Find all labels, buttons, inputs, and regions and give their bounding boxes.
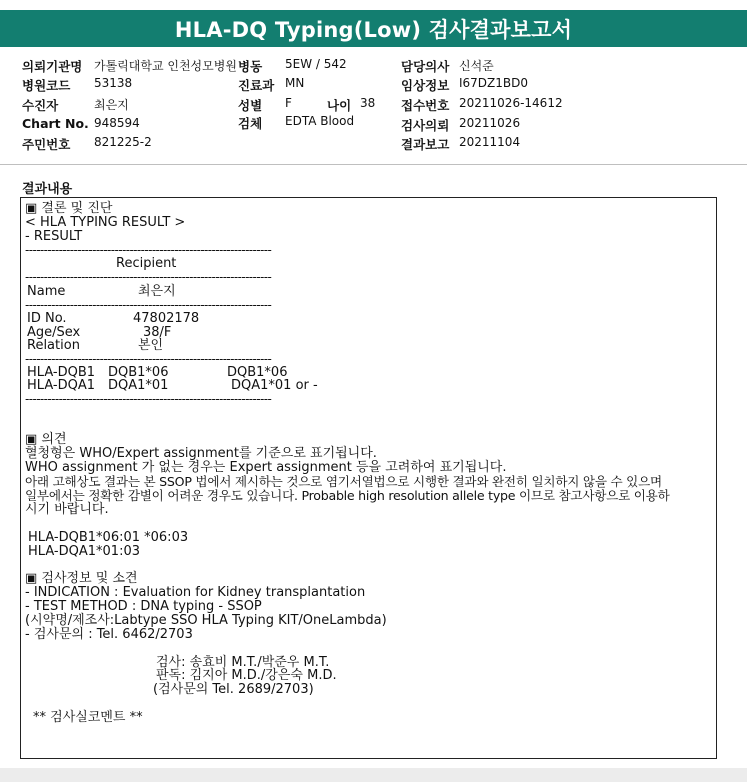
institution-label: 의뢰기관명: [22, 59, 83, 74]
divider-2: ------------------------------------------------------------------: [25, 270, 272, 284]
patient-row: [22, 96, 129, 114]
inquiry: - 검사문의 : Tel. 6462/2703: [25, 627, 193, 642]
indication: - INDICATION : Evaluation for Kidney transplantation: [25, 585, 366, 600]
hospital-code-value: 53138: [94, 76, 133, 90]
patient-label: 수진자: [22, 98, 59, 113]
dqb1-allele-2: DQB1*06: [227, 365, 288, 380]
receipt-row: [401, 96, 563, 114]
opinion-line-2: WHO assignment 가 없는 경우는 Expert assignment 등을 고려하여 표기됩니다.: [25, 460, 507, 475]
chart-label: Chart No.: [22, 116, 89, 131]
info-heading: ▣ 검사정보 및 소견: [25, 571, 138, 586]
dqb1-allele-1: DQB1*06: [108, 365, 169, 380]
patient-value: 최은지: [94, 98, 129, 112]
hospital-code-row: [22, 76, 133, 94]
ward-label: 병동: [238, 59, 263, 74]
dept-value: MN: [285, 76, 305, 90]
dqb1-label: HLA-DQB1: [27, 365, 96, 380]
doctor-row: [401, 57, 494, 75]
opinion-line-1: 혈청형은 WHO/Expert assignment를 기준으로 표기됩니다.: [25, 446, 377, 461]
divider-4: ------------------------------------------------------------------: [25, 352, 272, 366]
divider-5: ------------------------------------------------------------------: [25, 392, 272, 406]
agesex-value: 38/F: [143, 325, 172, 340]
test-method: - TEST METHOD : DNA typing - SSOP: [25, 599, 262, 614]
specimen-label: 검체: [238, 116, 263, 131]
sex-label: 성별: [238, 98, 263, 113]
chart-row: [22, 116, 140, 131]
dqa1-allele-1: DQA1*01: [108, 378, 169, 393]
examiner: 검사: 송효비 M.T./박준우 M.T.: [156, 655, 330, 670]
clinical-value: I67DZ1BD0: [459, 76, 529, 90]
opinion-line-5: 시기 바랍니다.: [25, 502, 109, 517]
lab-comment: ** 검사실코멘트 **: [33, 710, 143, 725]
result-box: [20, 197, 717, 759]
divider-3: ------------------------------------------------------------------: [25, 298, 272, 312]
inquiry-2: (검사문의 Tel. 2689/2703): [153, 682, 314, 697]
chart-value: 948594: [94, 116, 140, 130]
institution-value: 가톨릭대학교 인천성모병원: [94, 59, 237, 73]
sex-row: [238, 96, 292, 114]
clinical-row: [401, 76, 529, 94]
divider-1: ------------------------------------------------------------------: [25, 243, 272, 257]
dept-row: [238, 76, 305, 94]
request-value: 20211026: [459, 116, 521, 130]
reader: 판독: 김지아 M.D./강은숙 M.D.: [156, 668, 337, 683]
specimen-value: EDTA Blood: [285, 114, 355, 128]
opinion-line-4: 일부에서는 정확한 감별이 어려운 경우도 있습니다. Probable high resolution allele type 이므로 참고사항으로 이용하: [25, 488, 670, 503]
recipient-label: Recipient: [116, 256, 177, 271]
report-title: HLA-DQ Typing(Low) 검사결과보고서: [0, 10, 747, 47]
institution-row: [22, 57, 237, 75]
hospital-code-label: 병원코드: [22, 78, 71, 93]
hr-dqb1: HLA-DQB1*06:01 *06:03: [28, 530, 189, 545]
sex-value: F: [285, 96, 292, 110]
age-label: 나이: [327, 98, 352, 113]
specimen-row: [238, 114, 355, 132]
resident-row: [22, 135, 152, 153]
resident-label: 주민번호: [22, 137, 71, 152]
relation-label: Relation: [27, 338, 80, 353]
bottom-strip: [0, 768, 747, 782]
age-row: [327, 96, 376, 114]
report-header: [0, 52, 747, 165]
conclusion-heading: ▣ 결론 및 진단: [25, 201, 113, 216]
report-date-row: [401, 135, 521, 153]
relation-value: 본인: [138, 338, 164, 353]
request-label: 검사의뢰: [401, 118, 450, 133]
report-date-label: 결과보고: [401, 137, 450, 152]
id-value: 47802178: [133, 311, 200, 326]
ward-value: 5EW / 542: [285, 57, 347, 71]
dqa1-allele-2: DQA1*01 or -: [231, 378, 318, 393]
opinion-line-3: 아래 고해상도 결과는 본 SSOP 법에서 제시하는 것으로 염기서열법으로 시행한 결과와 완전히 일치하지 않을 수 있으며: [25, 474, 662, 489]
result-label: - RESULT: [25, 229, 83, 244]
name-value: 최은지: [138, 284, 176, 299]
reagent: (시약명/제조사:Labtype SSO HLA Typing KIT/OneLambda): [25, 613, 387, 628]
receipt-label: 접수번호: [401, 98, 450, 113]
dept-label: 진료과: [238, 78, 275, 93]
opinion-heading: ▣ 의견: [25, 432, 67, 447]
doctor-label: 담당의사: [401, 59, 450, 74]
request-row: [401, 116, 521, 134]
report-date-value: 20211104: [459, 135, 521, 149]
dqa1-label: HLA-DQA1: [27, 378, 96, 393]
agesex-label: Age/Sex: [27, 325, 81, 340]
resident-value: 821225-2: [94, 135, 152, 149]
id-label: ID No.: [27, 311, 67, 326]
clinical-label: 임상정보: [401, 78, 450, 93]
name-label: Name: [27, 284, 66, 299]
section-title: 결과내용: [22, 182, 73, 197]
receipt-value: 20211026-14612: [459, 96, 563, 110]
ward-row: [238, 57, 347, 75]
typing-heading: < HLA TYPING RESULT >: [25, 215, 186, 230]
doctor-value: 신석준: [459, 59, 494, 73]
age-value: 38: [360, 96, 376, 110]
hr-dqa1: HLA-DQA1*01:03: [28, 544, 140, 559]
